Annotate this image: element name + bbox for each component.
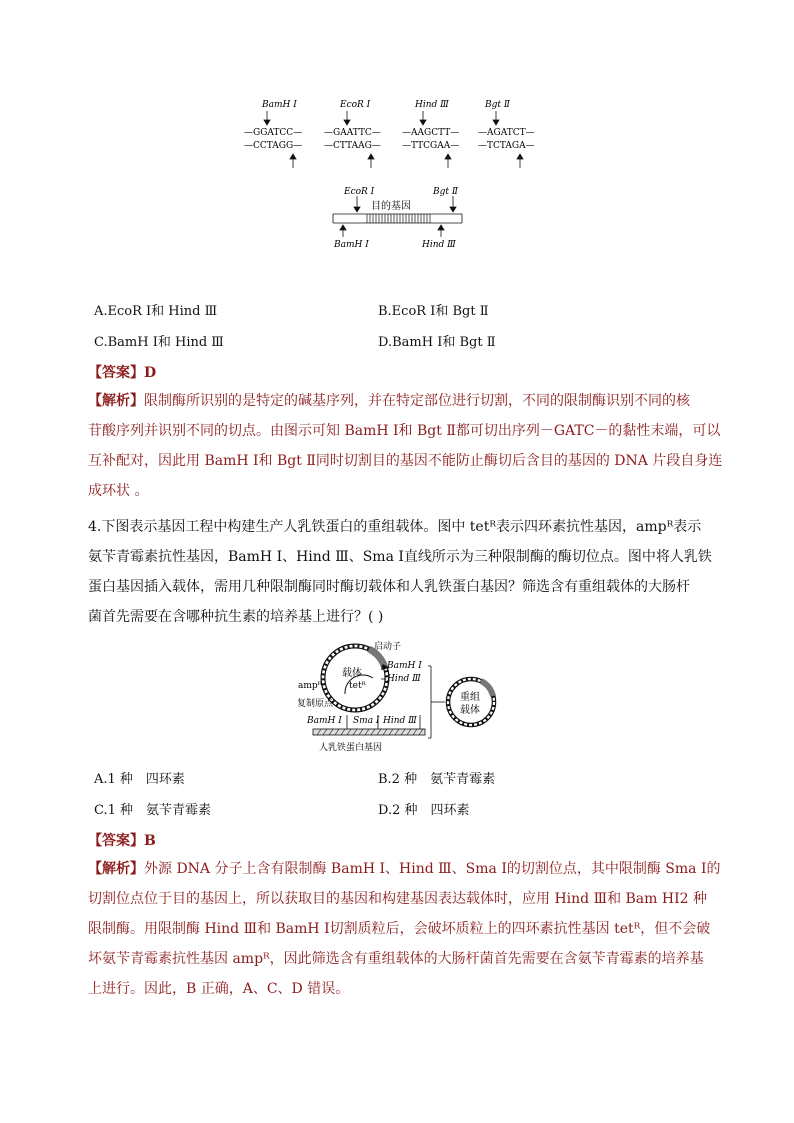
analysis-paragraph — [88, 854, 728, 1004]
stem-line: 4.下图表示基因工程中构建生产人乳铁蛋白的重组载体。图中 tetᴿ表示四环素抗性基因，ampᴿ表示 — [88, 519, 702, 535]
option-d[interactable]: D.2 种 四环素 — [378, 803, 470, 818]
stem-line: 蛋白基因插入载体，需用几种限制酶同时酶切载体和人乳铁蛋白基因？筛选含有重组载体的大肠杆 — [88, 579, 690, 595]
analysis-tag: 【解析】 — [88, 393, 144, 409]
option-d[interactable]: D.BamH Ⅰ和 Bgt Ⅱ — [378, 335, 496, 350]
promoter-label: 启动子 — [374, 642, 402, 652]
analysis-line: 苷酸序列并识别不同的切点。由图示可知 BamH Ⅰ和 Bgt Ⅱ都可切出序列－GATC－的黏性末端，可以 — [88, 423, 721, 439]
answer-label: 【答案】B — [88, 833, 156, 849]
sequence-top: —AGATCT— — [478, 128, 535, 138]
option-c[interactable]: C.BamH Ⅰ和 Hind Ⅲ — [94, 335, 224, 350]
vector-label: 载体 — [342, 668, 362, 679]
site-label: BamH Ⅰ — [334, 240, 369, 250]
sequence-bottom: —CTTAAG— — [324, 141, 381, 151]
sequence-bottom: —CCTAGG— — [244, 141, 303, 151]
recombinant-label-2: 载体 — [460, 705, 480, 716]
restriction-site-figure — [240, 95, 560, 255]
analysis-line: 外源 DNA 分子上含有限制酶 BamH Ⅰ、Hind Ⅲ、Sma Ⅰ的切割位点，其中限制酶 Sma Ⅰ的 — [144, 861, 721, 877]
analysis-line: 成环状 。 — [88, 483, 149, 499]
vector-figure — [285, 636, 525, 758]
tet-label: tetᴿ — [349, 681, 366, 691]
sequence-bottom: —TTCGAA— — [402, 141, 460, 151]
option-a[interactable]: A.1 种 四环素 — [94, 772, 185, 787]
site-label: EcoR Ⅰ — [344, 187, 375, 197]
sequence-top: —GGATCC— — [244, 128, 303, 138]
analysis-paragraph — [88, 386, 728, 506]
stem-line: 菌首先需要在含哪种抗生素的培养基上进行？( ) — [88, 609, 384, 625]
bamh-label: BamH Ⅰ — [387, 661, 422, 671]
analysis-line: 限制酶。用限制酶 Hind Ⅲ和 BamH Ⅰ切割质粒后，会破坏质粒上的四环素抗性基因 tetᴿ，但不会破 — [88, 921, 711, 937]
sequence-top: —GAATTC— — [324, 128, 381, 138]
sequence-bottom: —TCTAGA— — [478, 141, 535, 151]
hind-label: Hind Ⅲ — [383, 716, 417, 726]
hind-label: Hind Ⅲ — [387, 674, 421, 684]
recombinant-label: 重组 — [460, 692, 480, 703]
gene-label: 人乳铁蛋白基因 — [319, 743, 383, 753]
site-label: Bgt Ⅱ — [433, 187, 458, 197]
option-b[interactable]: B.EcoR Ⅰ和 Bgt Ⅱ — [378, 304, 489, 319]
analysis-tag: 【解析】 — [88, 861, 144, 877]
option-c[interactable]: C.1 种 氨苄青霉素 — [94, 803, 212, 818]
question-4-stem — [88, 512, 728, 632]
analysis-line: 上进行。因此，B 正确，A、C、D 错误。 — [88, 981, 350, 997]
bamh-label: BamH Ⅰ — [307, 716, 342, 726]
enzyme-name: Hind Ⅲ — [415, 100, 449, 110]
analysis-line: 切割位点位于目的基因上，所以获取目的基因和构建基因表达载体时，应用 Hind Ⅲ和 Bam HⅠ2 种 — [88, 891, 707, 907]
stem-line: 氨苄青霉素抗性基因，BamH Ⅰ、Hind Ⅲ、Sma Ⅰ直线所示为三种限制酶的酶切位点。图中将人乳铁 — [88, 549, 712, 565]
enzyme-name: EcoR Ⅰ — [340, 100, 371, 110]
enzyme-name: Bgt Ⅱ — [485, 100, 510, 110]
enzyme-name: BamH Ⅰ — [262, 100, 297, 110]
sma-label: Sma Ⅰ — [353, 716, 380, 726]
site-label: Hind Ⅲ — [422, 240, 456, 250]
option-a[interactable]: A.EcoR Ⅰ和 Hind Ⅲ — [94, 304, 218, 319]
amp-label: ampᴿ — [298, 681, 322, 691]
analysis-line: 互补配对，因此用 BamH Ⅰ和 Bgt Ⅱ同时切割目的基因不能防止酶切后含目的基因的 DNA 片段自身连 — [88, 453, 723, 469]
analysis-line: 坏氨苄青霉素抗性基因 ampᴿ，因此筛选含有重组载体的大肠杆菌首先需要在含氨苄青霉素的培养基 — [88, 951, 704, 967]
sequence-top: —AAGCTT— — [402, 128, 460, 138]
option-b[interactable]: B.2 种 氨苄青霉素 — [378, 772, 496, 787]
analysis-line: 限制酶所识别的是特定的碱基序列，并在特定部位进行切割，不同的限制酶识别不同的核 — [144, 393, 690, 409]
gene-label: 目的基因 — [371, 201, 411, 212]
origin-label: 复制原点 — [297, 699, 334, 709]
answer-label: 【答案】D — [88, 365, 157, 381]
